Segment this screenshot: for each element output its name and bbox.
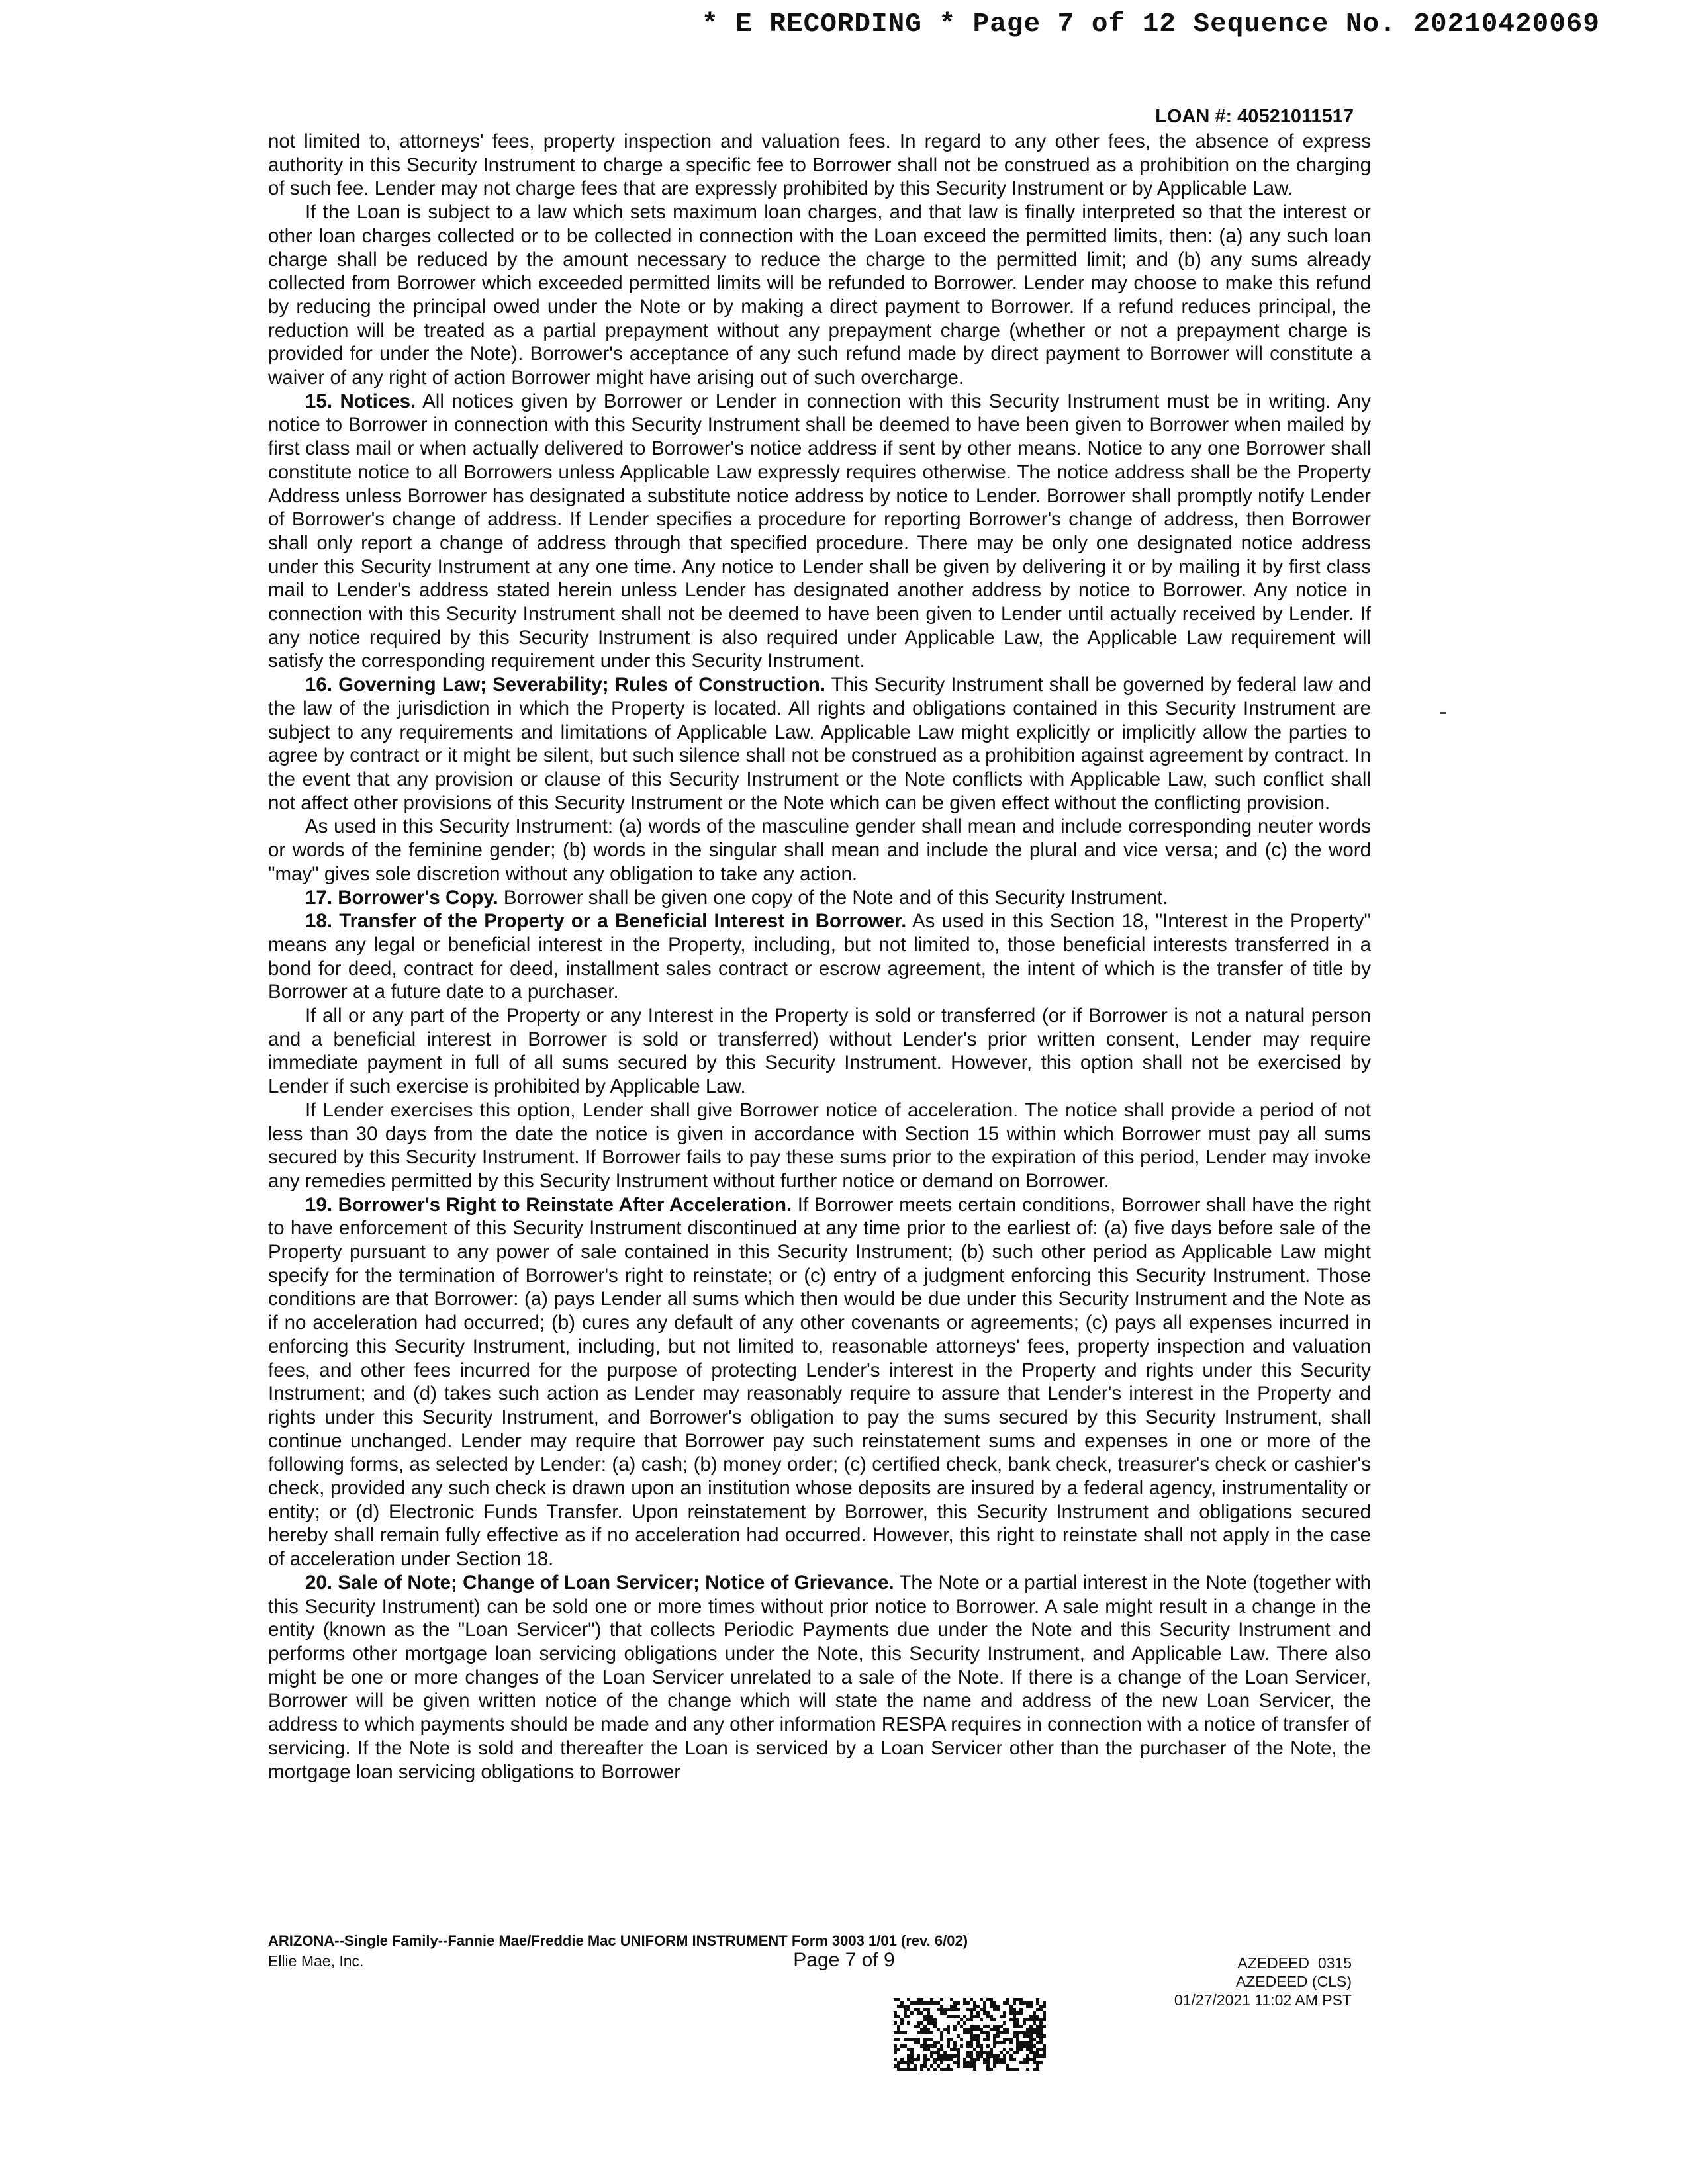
section-19-text: If Borrower meets certain conditions, Borrower shall have the right to have enforcement of this Security Instrument discontinued at any time prior to the earliest of: (a) five days before sale of the Property pursuant to any power of sale contained in this Security Instrument; (b) such other period as Applicable Law might specify for the termination of Borrower's right to reinstate; or (c) entry of a judgment enforcing this Security Instrument. Those conditions are that Borrower: (a) pays Lender all sums which then would be due under this Security Instrument and the Note as if no acceleration had occurred; (b) cures any default of any other covenants or agreements; (c) pays all expenses incurred in enforcing this Security Instrument, including, but not limited to, reasonable attorneys' fees, property inspection and valuation fees, and other fees incurred for the purpose of protecting Lender's interest in the Property and rights under this Security Instrument; and (d) takes such action as Lender may reasonably require to assure that Lender's interest in the Property and rights under this Security Instrument, and Borrower's obligation to pay the sums secured by this Security Instrument, shall continue unchanged. Lender may require that Borrower pay such reinstatement sums and expenses in one or more of the following forms, as selected by Lender: (a) cash; (b) money order; (c) certified check, bank check, treasurer's check or cashier's check, provided any such check is drawn upon an institution whose deposits are insured by a federal agency, instrumentality or entity; or (d) Electronic Funds Transfer. Upon reinstatement by Borrower, this Security Instrument and obligations secured hereby shall remain fully effective as if no acceleration had occurred. However, this right to reinstate shall not apply in the case of acceleration under Section 18. — [268, 1193, 1371, 1570]
loan-number: LOAN #: 40521011517 — [1155, 106, 1354, 127]
section-18-paragraph-2: If all or any part of the Property or any Interest in the Property is sold or transferred (or if Borrower is not a natural person and a beneficial interest in Borrower is sold or transferred) without Lender's prior written consent, Lender may require immediate payment in full of all sums secured by this Security Instrument. However, this option shall not be exercised by Lender if such exercise is prohibited by Applicable Law. — [268, 1005, 1371, 1098]
section-16-paragraph-2: As used in this Security Instrument: (a) words of the masculine gender shall mean and include corresponding neuter words or words of the feminine gender; (b) words in the singular shall mean and include the plural and vice versa; and (c) the word "may" gives sole discretion without any obligation to take any action. — [268, 815, 1371, 885]
2d-barcode-icon — [894, 1997, 1046, 2071]
section-20 — [268, 1571, 1371, 1784]
section-19-heading: 19. Borrower's Right to Reinstate After Acceleration. — [305, 1193, 792, 1216]
paragraph-loan-charges: If the Loan is subject to a law which sets maximum loan charges, and that law is finally interpreted so that the interest or other loan charges collected or to be collected in connection with the Loan exceed the permitted limits, then: (a) any such loan charge shall be reduced by the amount necessary to reduce the charge to the permitted limit; and (b) any sums already collected from Borrower which exceeded permitted limits will be refunded to Borrower. Lender may choose to make this refund by reducing the principal owed under the Note or by making a direct payment to Borrower. If a refund reduces principal, the reduction will be treated as a partial prepayment without any prepayment charge (whether or not a prepayment charge is provided for under the Note). Borrower's acceptance of any such refund made by direct payment to Borrower will constitute a waiver of any right of action Borrower might have arising out of such overcharge. — [268, 201, 1371, 389]
document-body — [268, 130, 1371, 1784]
section-18-text: As used in this Section 18, "Interest in the Property" means any legal or beneficial interest in the Property, including, but not limited to, those beneficial interests transferred in a bond for deed, contract for deed, installment sales contract or escrow agreement, the intent of which is the transfer of title by Borrower at a future date to a purchaser. — [268, 910, 1371, 1003]
footer-page-number: Page 7 of 9 — [793, 1949, 895, 1971]
section-18-paragraph-3: If Lender exercises this option, Lender shall give Borrower notice of acceleration. The notice shall provide a period of not less than 30 days from the date the notice is given in accordance with Section 15 within which Borrower must pay all sums secured by this Security Instrument. If Borrower fails to pay these sums prior to the expiration of this period, Lender may invoke any remedies permitted by this Security Instrument without further notice or demand on Borrower. — [268, 1099, 1371, 1192]
section-16 — [268, 673, 1371, 815]
footer-code-1: AZEDEED 0315 — [1237, 1954, 1352, 1972]
section-18-heading: 18. Transfer of the Property or a Beneficial Interest in Borrower. — [305, 910, 907, 933]
footer-codes — [1174, 1954, 1352, 2009]
scan-speck — [1440, 712, 1446, 714]
paragraph-continuation: not limited to, attorneys' fees, property inspection and valuation fees. In regard to any other fees, the absence of express authority in this Security Instrument to charge a specific fee to Borrower shall not be construed as a prohibition on the charging of such fee. Lender may not charge fees that are expressly prohibited by this Security Instrument or by Applicable Law. — [268, 130, 1371, 200]
section-17 — [268, 886, 1371, 910]
section-15-text: All notices given by Borrower or Lender in connection with this Security Instrument must be in writing. Any notice to Borrower in connection with this Security Instrument shall be deemed to have been given to Borrower when mailed by first class mail or when actually delivered to Borrower's notice address if sent by other means. Notice to any one Borrower shall constitute notice to all Borrowers unless Applicable Law expressly requires otherwise. The notice address shall be the Property Address unless Borrower has designated a substitute notice address by notice to Lender. Borrower shall promptly notify Lender of Borrower's change of address. If Lender specifies a procedure for reporting Borrower's change of address, then Borrower shall only report a change of address through that specified procedure. There may be only one designated notice address under this Security Instrument at any one time. Any notice to Lender shall be given by delivering it or by mailing it by first class mail to Lender's address stated herein unless Lender has designated another address by notice to Borrower. Any notice in connection with this Security Instrument shall not be deemed to have been given to Lender until actually received by Lender. If any notice required by this Security Instrument is also required under Applicable Law, the Applicable Law requirement will satisfy the corresponding requirement under this Security Instrument. — [268, 390, 1372, 672]
section-16-heading: 16. Governing Law; Severability; Rules of Construction. — [305, 674, 825, 696]
recording-header: * E RECORDING * Page 7 of 12 Sequence No. 20210420069 — [702, 9, 1601, 40]
section-17-text: Borrower shall be given one copy of the Note and of this Security Instrument. — [503, 886, 1168, 909]
section-16-text: This Security Instrument shall be governed by federal law and the law of the jurisdiction in which the Property is located. All rights and obligations contained in this Security Instrument are subject to any requirements and limitations of Applicable Law. Applicable Law might explicitly or implicitly allow the parties to agree by contract or it might be silent, but such silence shall not be construed as a prohibition against agreement by contract. In the event that any provision or clause of this Security Instrument or the Note conflicts with Applicable Law, such conflict shall not affect other provisions of this Security Instrument or the Note which can be given effect without the conflicting provision. — [268, 674, 1371, 814]
section-20-text: The Note or a partial interest in the Note (together with this Security Instrument) can be sold one or more times without prior notice to Borrower. A sale might result in a change in the entity (known as the "Loan Servicer") that collects Periodic Payments due under the Note and this Security Instrument and performs other mortgage loan servicing obligations under the Note, this Security Instrument, and Applicable Law. There also might be one or more changes of the Loan Servicer unrelated to a sale of the Note. If there is a change of the Loan Servicer, Borrower will be given written notice of the change which will state the name and address of the new Loan Servicer, the address to which payments should be made and any other information RESPA requires in connection with a notice of transfer of servicing. If the Note is sold and thereafter the Loan is serviced by a Loan Servicer other than the purchaser of the Note, the mortgage loan servicing obligations to Borrower — [268, 1571, 1371, 1783]
section-15 — [268, 390, 1371, 673]
footer-code-2: AZEDEED (CLS) — [1235, 1973, 1352, 1990]
footer-timestamp: 01/27/2021 11:02 AM PST — [1174, 1991, 1352, 2009]
section-19 — [268, 1193, 1371, 1571]
section-20-heading: 20. Sale of Note; Change of Loan Servicer; Notice of Grievance. — [305, 1571, 894, 1594]
footer-form-title: ARIZONA--Single Family--Fannie Mae/Freddie Mac UNIFORM INSTRUMENT Form 3003 1/01 (rev. 6/02) — [268, 1933, 968, 1949]
footer-company: Ellie Mae, Inc. — [268, 1952, 364, 1970]
section-18 — [268, 909, 1371, 1004]
section-15-heading: 15. Notices. — [305, 390, 416, 412]
section-17-heading: 17. Borrower's Copy. — [305, 886, 498, 909]
